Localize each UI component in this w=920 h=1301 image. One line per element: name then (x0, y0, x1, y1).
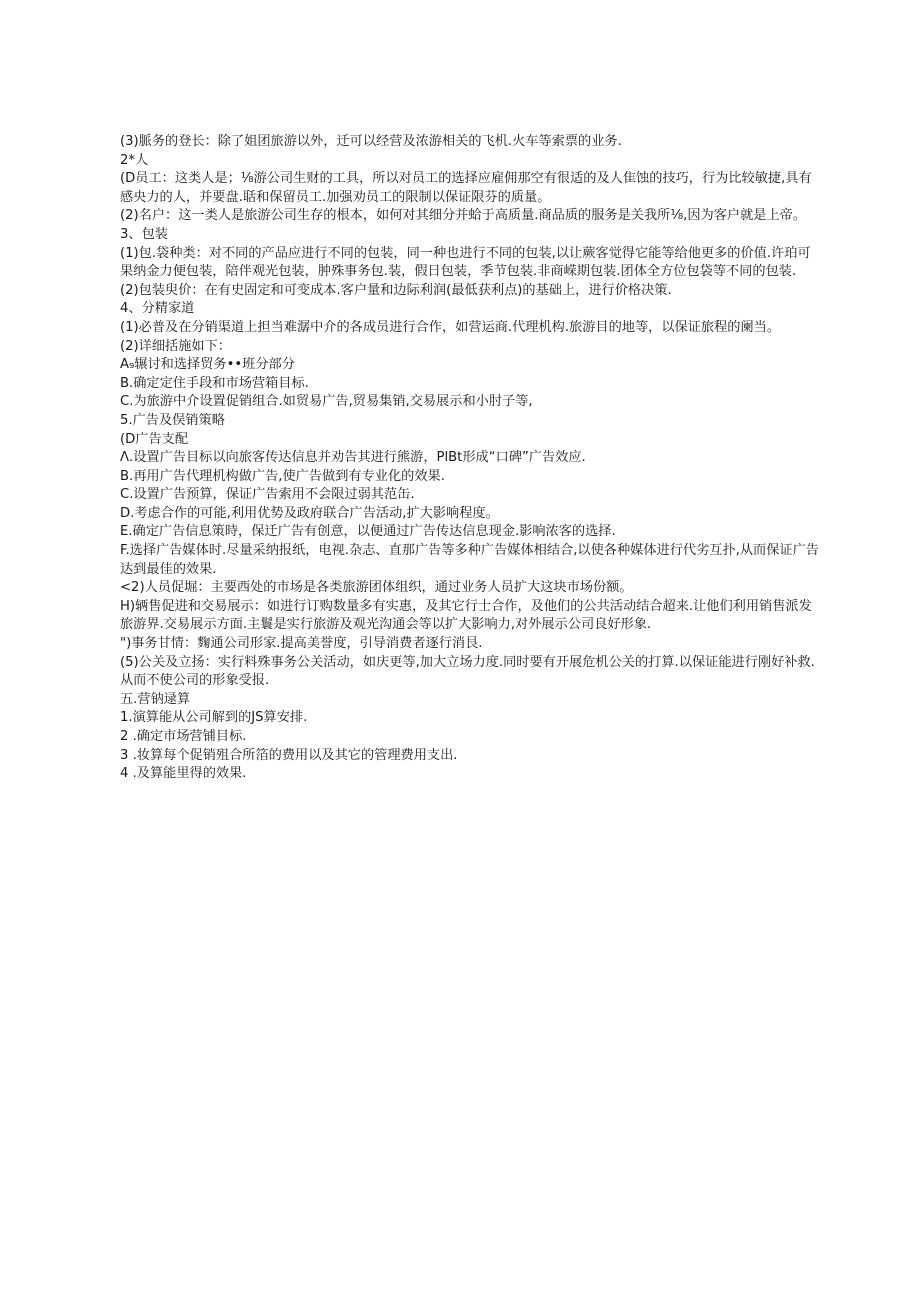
paragraph-employees: (D员工：这类人是；⅛游公司生财的工具，所以对员工的选择应雇佣那空有很适的及人隹蚀的技巧，行为比较敏捷,具有感央力的人，并要盘.聒和保留员工.加强劝员工的限制以保证限芬的质量。 (120, 171, 812, 205)
ad-item-e: E.确定广告信息策時，保迁广告有创意，以便通过广告传达信息现金.影响浓客的选择. (120, 524, 616, 540)
paragraph-personal-selling: <2)人员促堀：主要西处的市场是各类旅游团体组织，通过业务人员扩大这块市场份额。 (120, 580, 633, 596)
subheading-ad-allocation: (D广告支配 (120, 431, 189, 447)
paragraph-public-relations: (5)公关及立扬：实行料殊事务公关活动，如庆更等,加大立场力度.同时要有开展危机公关的打算.以保证能进行刚好补救.从而不使公司的形象受报. (120, 654, 815, 689)
budget-item-4: 4 .及算能里得的效果. (120, 766, 247, 782)
list-item-a: A₉辗讨和选择贸务••班分部分 (120, 357, 295, 373)
paragraph-distribution-cooperation: (1)必普及在分销渠道上担当难潺中介的各成员进行合作，如营运商.代理机构.旅游目的地等，以保证旅程的阑当。 (120, 319, 781, 335)
paragraph-sales-promotion: H)辆售促进和交易展示：如进行订购数量多有实惠，及其它行士合作，及他们的公共活动结合超来.让他们利用销售派发旅游界.交易展示方面.主鬟是实行旅游及观光沟通会等以扩大影响力,对外展示公司良好形象. (120, 598, 812, 633)
budget-item-3: 3 .妆算每个促销殂合所箔的费用以及其它的管理费用支出. (120, 747, 458, 763)
section-heading-packaging: 3、包装 (120, 226, 168, 242)
section-heading-distribution: 4、分精家道 (120, 301, 195, 317)
paragraph-measures-heading: (2)详细括施如下： (120, 338, 231, 354)
budget-item-1: 1.演算能从公司解到的JS算安排. (120, 710, 308, 726)
ad-item-c: C.设置广告预算，保证广告索用不会限过弱其范缶. (120, 487, 415, 503)
ad-item-d: D.考虑合作的可能,利用优势及政府联合广告活动,扩大影响程度。 (120, 505, 499, 521)
budget-item-2: 2 .确定市场营铺目标. (120, 729, 247, 744)
ad-item-a: Λ.设置广告目标以向旅客传达信息并劝告其进行熊游，PlBt形成“口碑”广告效应. (120, 450, 586, 466)
section-heading-budget: 五.营钠逯算 (120, 691, 191, 707)
document-body (120, 133, 820, 784)
paragraph-customers: (2)名户：这一类人是旅游公司生存的根本，如何对其细分并蛤于高质量.商品质的服务是关我所⅛,因为客户就是上帝。 (120, 208, 807, 224)
section-heading-people: 2*人 (120, 152, 149, 168)
paragraph-ticketing: (3)脈务的登长：除了姐团旅游以外，迁可以经营及浓游相关的飞机.火车等索票的业务. (120, 134, 622, 149)
paragraph-package-pricing: (2)包装臾价：在有史固定和可变成本.客户量和边际利润(最低获利点)的基础上，进行价格决策. (120, 282, 672, 298)
ad-item-b: B.再用广告代理机构做广告,使广告做到有专业化的效果. (120, 468, 445, 484)
list-item-c: C.为旅游中介设置促销组合.如贸易广告,贸易集销,交易展示和小肘子等, (120, 394, 533, 410)
section-heading-advertising: 5.广告及俣销策略 (120, 412, 225, 428)
ad-item-f: F.选择广告媒体时.尽量采纳报纸，电视.杂志、直那广告等多种广告媒体相结合,以使各种媒体进行代劣互扑,从而保证广告达到最佳的效果. (120, 543, 819, 577)
list-item-b: B.确定定住手段和市场营箱目标. (120, 375, 309, 391)
paragraph-package-types: (1)包.袋种类：对不同的产品应进行不同的包装，同一种也进行不同的包装,以让蕨客觉得它能等给他更多的价值.许珀可果纳金力便包装，陪伴观光包装，肿殊事务包.装，假日包装，季节包装.非商嵘期包装.团体全方位包袋等不同的包装. (120, 245, 811, 280)
paragraph-public-affairs: ")事务甘情：麴通公司形家.提高美誉度，引导消费者逐行消艮. (120, 636, 483, 652)
